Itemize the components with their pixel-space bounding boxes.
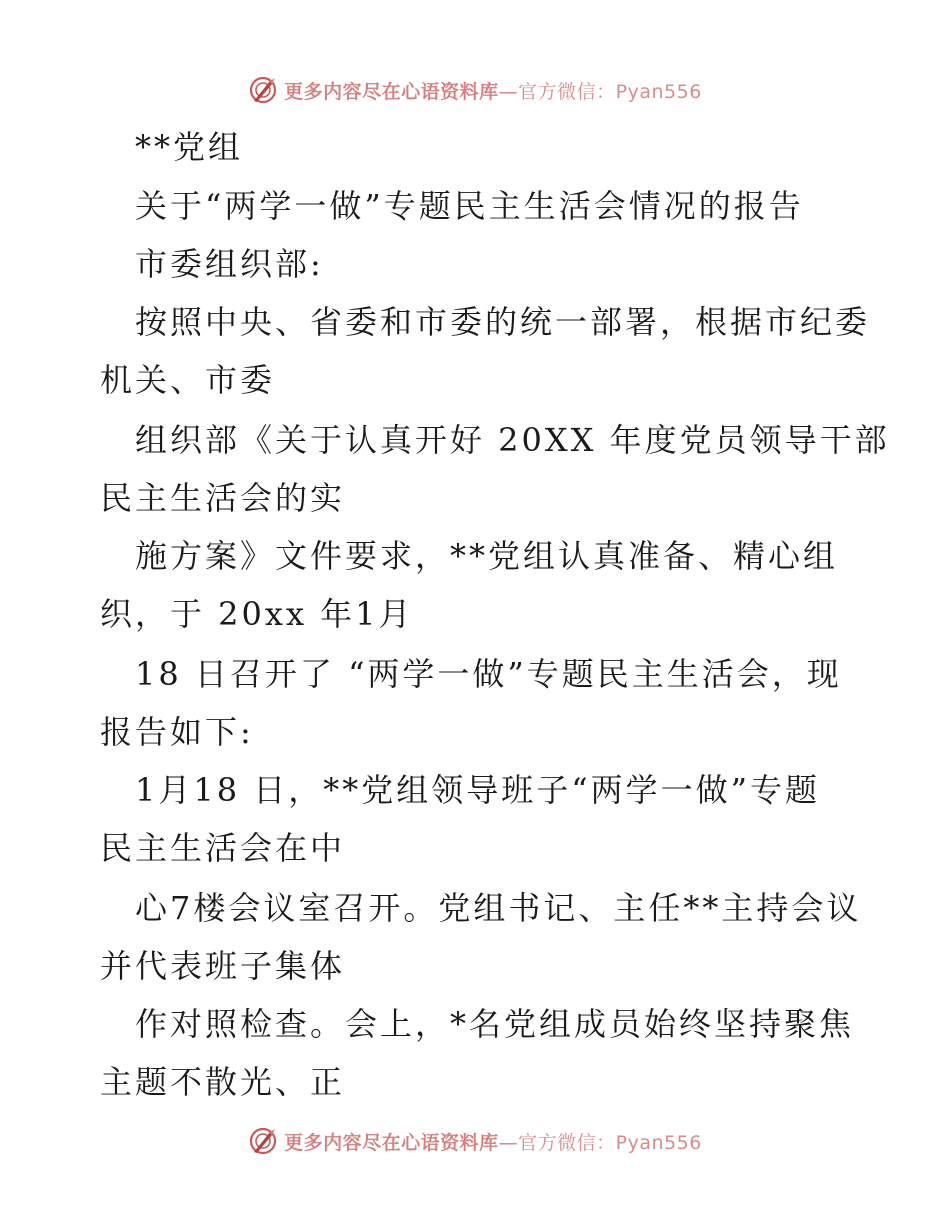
doc-line: 1月18 日，**党组领导班子“两学一做”专题 (135, 771, 820, 809)
doc-line: 按照中央、省委和市委的统一部署，根据市纪委 (135, 303, 871, 341)
doc-line-recipient: 市委组织部: (135, 245, 324, 283)
doc-line: 18 日召开了 “两学一做”专题民主生活会，现 (135, 655, 842, 693)
doc-line: 民主生活会的实 (100, 479, 346, 517)
doc-line: 组织部《关于认真开好 20XX 年度党员领导干部 (135, 421, 890, 459)
doc-line: 施方案》文件要求，**党组认真准备、精心组 (135, 537, 839, 575)
doc-line-title: 关于“两学一做”专题民主生活会情况的报告 (135, 187, 804, 225)
doc-line: 民主生活会在中 (100, 829, 346, 867)
quill-logo-icon (248, 75, 278, 105)
watermark-contact-text: 官方微信：Pyan556 (518, 1131, 702, 1154)
doc-line-sender: **党组 (135, 128, 244, 166)
watermark-contact-text: 官方微信：Pyan556 (518, 80, 702, 103)
watermark-main-text: 更多内容尽在心语资料库 (284, 1131, 499, 1154)
watermark-separator: — (498, 1131, 519, 1154)
doc-line: 并代表班子集体 (100, 947, 346, 985)
header-watermark (0, 70, 950, 110)
doc-line: 机关、市委 (100, 361, 276, 399)
doc-line: 作对照检查。会上，*名党组成员始终坚持聚焦 (135, 1005, 855, 1043)
watermark-separator: — (498, 80, 519, 103)
doc-line: 报告如下: (100, 713, 254, 751)
watermark-main-text: 更多内容尽在心语资料库 (284, 80, 499, 103)
quill-logo-icon (248, 1126, 278, 1156)
doc-line: 织，于 20xx 年1月 (100, 595, 414, 633)
doc-line: 主题不散光、正 (100, 1063, 346, 1101)
footer-watermark (0, 1121, 950, 1161)
doc-line: 心7楼会议室召开。党组书记、主任**主持会议 (135, 889, 862, 927)
